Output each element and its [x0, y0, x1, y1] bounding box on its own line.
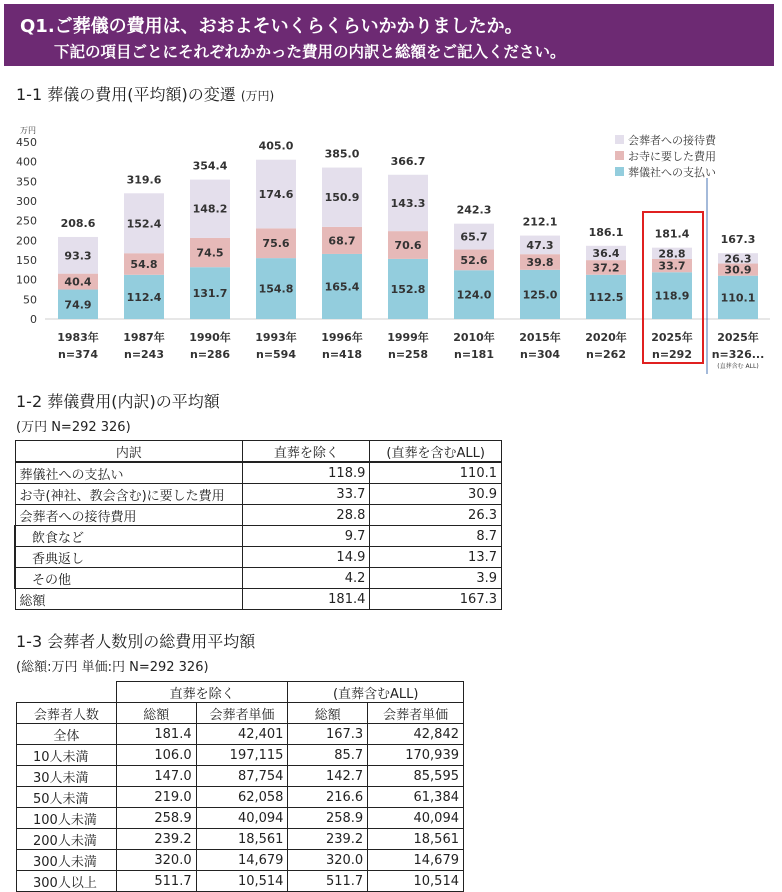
bar-value-label: 125.0	[522, 288, 558, 302]
bar-value-label: 124.0	[456, 288, 492, 302]
attendees-unit-all: 10,514	[368, 871, 464, 892]
bar-total-label: 354.4	[192, 159, 228, 173]
bar-value-label: 143.3	[390, 196, 426, 210]
bar-value-label: 52.6	[460, 253, 488, 267]
x-category-year: 2010年	[453, 331, 495, 344]
y-tick-label: 50	[23, 293, 37, 307]
breakdown-row-label: 総額	[15, 589, 243, 610]
bar-value-label: 75.6	[262, 237, 290, 251]
y-tick-label: 300	[16, 195, 37, 208]
section1-title	[16, 82, 274, 105]
bar-value-label: 93.3	[64, 249, 92, 263]
breakdown-row-excl: 28.8	[243, 505, 370, 526]
breakdown-row-excl: 4.2	[243, 568, 370, 589]
bar-value-label: 74.5	[196, 246, 224, 260]
bar-value-label: 165.4	[324, 280, 360, 294]
attendees-unit-excl: 62,058	[196, 787, 288, 808]
legend-label: 会葬者への接待費	[628, 134, 716, 147]
attendees-unit-excl: 197,115	[196, 745, 288, 766]
legend-swatch	[615, 151, 624, 160]
breakdown-header-excl: 直葬を除く	[243, 441, 370, 463]
bar-value-label: 74.9	[64, 298, 92, 312]
bar-value-label: 118.9	[654, 289, 690, 303]
breakdown-row-all: 167.3	[370, 589, 502, 610]
breakdown-row-all: 30.9	[370, 484, 502, 505]
attendees-unit-all: 61,384	[368, 787, 464, 808]
breakdown-row-label: お寺(神社、教会含む)に要した費用	[15, 484, 243, 505]
x-category-year: 1983年	[57, 331, 99, 344]
x-category-year: 1987年	[123, 331, 165, 344]
attendees-unit-excl: 40,094	[196, 808, 288, 829]
bar-total-label: 186.1	[588, 225, 624, 239]
bar-value-label: 26.3	[724, 252, 752, 266]
section1-unit: (万円)	[240, 89, 275, 103]
bar-total-label: 242.3	[456, 203, 492, 217]
attendees-row	[17, 871, 464, 892]
bar-value-label: 152.8	[390, 282, 426, 296]
bar-value-label: 174.6	[258, 188, 294, 202]
y-tick-label: 200	[16, 234, 37, 248]
bar-value-label: 152.4	[126, 217, 162, 231]
breakdown-row-label: 飲食など	[15, 526, 243, 547]
breakdown-row-all: 26.3	[370, 505, 502, 526]
y-tick-label: 250	[16, 214, 37, 228]
bar-value-label: 54.8	[130, 258, 158, 272]
attendees-row-label: 300人未満	[17, 850, 117, 871]
attendees-table	[16, 681, 464, 892]
x-category-note: (直葬含む ALL)	[717, 363, 759, 370]
breakdown-header-row	[15, 441, 502, 463]
breakdown-row-all: 8.7	[370, 526, 502, 547]
attendees-group-spacer	[17, 682, 117, 703]
breakdown-row-label: その他	[15, 568, 243, 589]
x-category-n: n=262	[585, 348, 627, 361]
attendees-header-count: 会葬者人数	[17, 703, 117, 724]
bar-total-label: 181.4	[654, 227, 690, 241]
breakdown-row-excl: 14.9	[243, 547, 370, 568]
bar-total-label: 385.0	[324, 147, 360, 161]
attendees-unit-excl: 87,754	[196, 766, 288, 787]
attendees-total-excl: 511.7	[116, 871, 196, 892]
attendees-total-all: 142.7	[288, 766, 368, 787]
breakdown-row-excl: 9.7	[243, 526, 370, 547]
section1-title-text: 1-1 葬儀の費用(平均額)の変遷	[16, 85, 236, 104]
attendees-unit-all: 42,842	[368, 724, 464, 745]
attendees-row-label: 200人未満	[17, 829, 117, 850]
attendees-row-label: 10人未満	[17, 745, 117, 766]
x-category-year: 2025年	[717, 331, 759, 344]
bar-total-label: 319.6	[126, 173, 162, 187]
attendees-row	[17, 766, 464, 787]
attendees-total-excl: 147.0	[116, 766, 196, 787]
attendees-total-excl: 106.0	[116, 745, 196, 766]
stacked-bar-chart	[0, 118, 782, 380]
attendees-total-excl: 320.0	[116, 850, 196, 871]
section2-unit: (万円 N=292 326)	[16, 420, 131, 435]
question-banner	[4, 4, 774, 66]
attendees-row	[17, 745, 464, 766]
x-category-n: n=181	[453, 348, 495, 361]
bar-value-label: 154.8	[258, 282, 294, 296]
bar-value-label: 150.9	[324, 191, 360, 205]
attendees-unit-excl: 10,514	[196, 871, 288, 892]
x-category-year: 2025年	[651, 331, 693, 344]
attendees-total-all: 511.7	[288, 871, 368, 892]
breakdown-row	[15, 547, 502, 568]
attendees-row	[17, 829, 464, 850]
x-category-year: 1990年	[189, 331, 231, 344]
attendees-header-total-all: 総額	[288, 703, 368, 724]
bar-total-label: 212.1	[522, 215, 558, 229]
x-category-year: 1999年	[387, 331, 429, 344]
attendees-header-unit-excl: 会葬者単価	[196, 703, 288, 724]
breakdown-row-label: 葬儀社への支払い	[15, 462, 243, 484]
attendees-total-excl: 181.4	[116, 724, 196, 745]
x-category-n: n=594	[255, 348, 297, 361]
bar-value-label: 65.7	[460, 230, 488, 244]
x-category-year: 2020年	[585, 331, 627, 344]
attendees-unit-all: 14,679	[368, 850, 464, 871]
breakdown-header-item: 内訳	[15, 441, 243, 463]
section3-unit: (総額:万円 単価:円 N=292 326)	[16, 660, 209, 675]
breakdown-row	[15, 589, 502, 610]
attendees-total-excl: 239.2	[116, 829, 196, 850]
bar-total-label: 167.3	[720, 233, 756, 247]
x-category-n: n=243	[123, 348, 165, 361]
attendees-row-label: 50人未満	[17, 787, 117, 808]
attendees-total-all: 167.3	[288, 724, 368, 745]
attendees-row-label: 30人未満	[17, 766, 117, 787]
attendees-header-unit-all: 会葬者単価	[368, 703, 464, 724]
breakdown-row	[15, 484, 502, 505]
bar-value-label: 112.4	[126, 290, 162, 304]
attendees-unit-all: 18,561	[368, 829, 464, 850]
y-axis-unit-label: 万円	[20, 126, 36, 135]
legend-swatch	[615, 135, 624, 144]
x-category-year: 2015年	[519, 331, 561, 344]
attendees-group-header-row	[17, 682, 464, 703]
bar-value-label: 39.8	[526, 256, 554, 270]
x-category-n: n=304	[519, 348, 561, 361]
attendees-total-all: 239.2	[288, 829, 368, 850]
breakdown-row	[15, 462, 502, 484]
question-line-1: Q1.ご葬儀の費用は、おおよそいくらくらいかかりましたか。	[20, 16, 523, 37]
attendees-unit-excl: 18,561	[196, 829, 288, 850]
attendees-unit-excl: 42,401	[196, 724, 288, 745]
attendees-total-excl: 258.9	[116, 808, 196, 829]
legend-label: 葬儀社への支払い	[628, 166, 716, 179]
x-category-n: n=326...	[711, 348, 765, 361]
y-tick-label: 150	[16, 254, 37, 267]
bar-value-label: 36.4	[592, 246, 620, 260]
bar-value-label: 148.2	[192, 202, 228, 216]
attendees-total-all: 320.0	[288, 850, 368, 871]
bar-value-label: 47.3	[526, 238, 554, 252]
section2-title: 1-2 葬儀費用(内訳)の平均額	[16, 392, 220, 411]
bar-value-label: 131.7	[192, 287, 228, 301]
bar-value-label: 110.1	[720, 291, 756, 305]
x-category-year: 1996年	[321, 331, 363, 344]
attendees-total-all: 216.6	[288, 787, 368, 808]
bar-total-label: 405.0	[258, 139, 294, 153]
y-tick-label: 450	[16, 136, 37, 149]
breakdown-row-all: 3.9	[370, 568, 502, 589]
legend-label: お寺に要した費用	[628, 150, 716, 163]
bar-value-label: 40.4	[64, 275, 92, 289]
y-tick-label: 100	[16, 273, 37, 287]
legend-swatch	[615, 167, 624, 176]
attendees-unit-excl: 14,679	[196, 850, 288, 871]
x-category-n: n=418	[321, 348, 363, 361]
attendees-group-all: (直葬含むALL)	[288, 682, 464, 703]
attendees-group-excl: 直葬を除く	[116, 682, 288, 703]
bar-value-label: 28.8	[658, 247, 686, 261]
breakdown-table	[14, 440, 502, 610]
bar-value-label: 70.6	[394, 239, 422, 253]
breakdown-header-all: (直葬を含むALL)	[370, 441, 502, 463]
question-line-2: 下記の項目ごとにそれぞれかかった費用の内訳と総額をご記入ください。	[54, 43, 566, 61]
bar-total-label: 208.6	[60, 216, 96, 230]
attendees-row-label: 100人未満	[17, 808, 117, 829]
attendees-total-excl: 219.0	[116, 787, 196, 808]
breakdown-row-label: 香典返し	[15, 547, 243, 568]
attendees-row-label: 全体	[17, 724, 117, 745]
bar-value-label: 30.9	[724, 263, 752, 277]
section3-title: 1-3 会葬者人数別の総費用平均額	[16, 632, 256, 651]
y-tick-label: 350	[16, 175, 37, 189]
attendees-row	[17, 787, 464, 808]
breakdown-row-excl: 33.7	[243, 484, 370, 505]
breakdown-row-excl: 181.4	[243, 589, 370, 610]
breakdown-row-all: 13.7	[370, 547, 502, 568]
bar-total-label: 366.7	[390, 154, 426, 168]
attendees-header-total-excl: 総額	[116, 703, 196, 724]
breakdown-row-all: 110.1	[370, 462, 502, 484]
attendees-row-label: 300人以上	[17, 871, 117, 892]
bar-value-label: 37.2	[592, 261, 620, 275]
x-category-n: n=258	[387, 348, 429, 361]
x-category-n: n=286	[189, 348, 231, 361]
y-tick-label: 0	[30, 313, 37, 326]
attendees-row	[17, 808, 464, 829]
x-category-n: n=292	[651, 348, 693, 361]
bar-value-label: 112.5	[588, 290, 624, 304]
bar-value-label: 68.7	[328, 234, 356, 248]
attendees-unit-all: 40,094	[368, 808, 464, 829]
breakdown-row	[15, 568, 502, 589]
attendees-unit-all: 85,595	[368, 766, 464, 787]
breakdown-row-label: 会葬者への接待費用	[15, 505, 243, 526]
breakdown-row-excl: 118.9	[243, 462, 370, 484]
x-category-n: n=374	[57, 348, 99, 361]
attendees-header-row	[17, 703, 464, 724]
attendees-row	[17, 724, 464, 745]
attendees-total-all: 85.7	[288, 745, 368, 766]
attendees-row	[17, 850, 464, 871]
breakdown-row	[15, 526, 502, 547]
bar-value-label: 33.7	[658, 259, 686, 273]
y-tick-label: 400	[16, 155, 37, 169]
attendees-total-all: 258.9	[288, 808, 368, 829]
breakdown-row	[15, 505, 502, 526]
x-category-year: 1993年	[255, 331, 297, 344]
attendees-unit-all: 170,939	[368, 745, 464, 766]
